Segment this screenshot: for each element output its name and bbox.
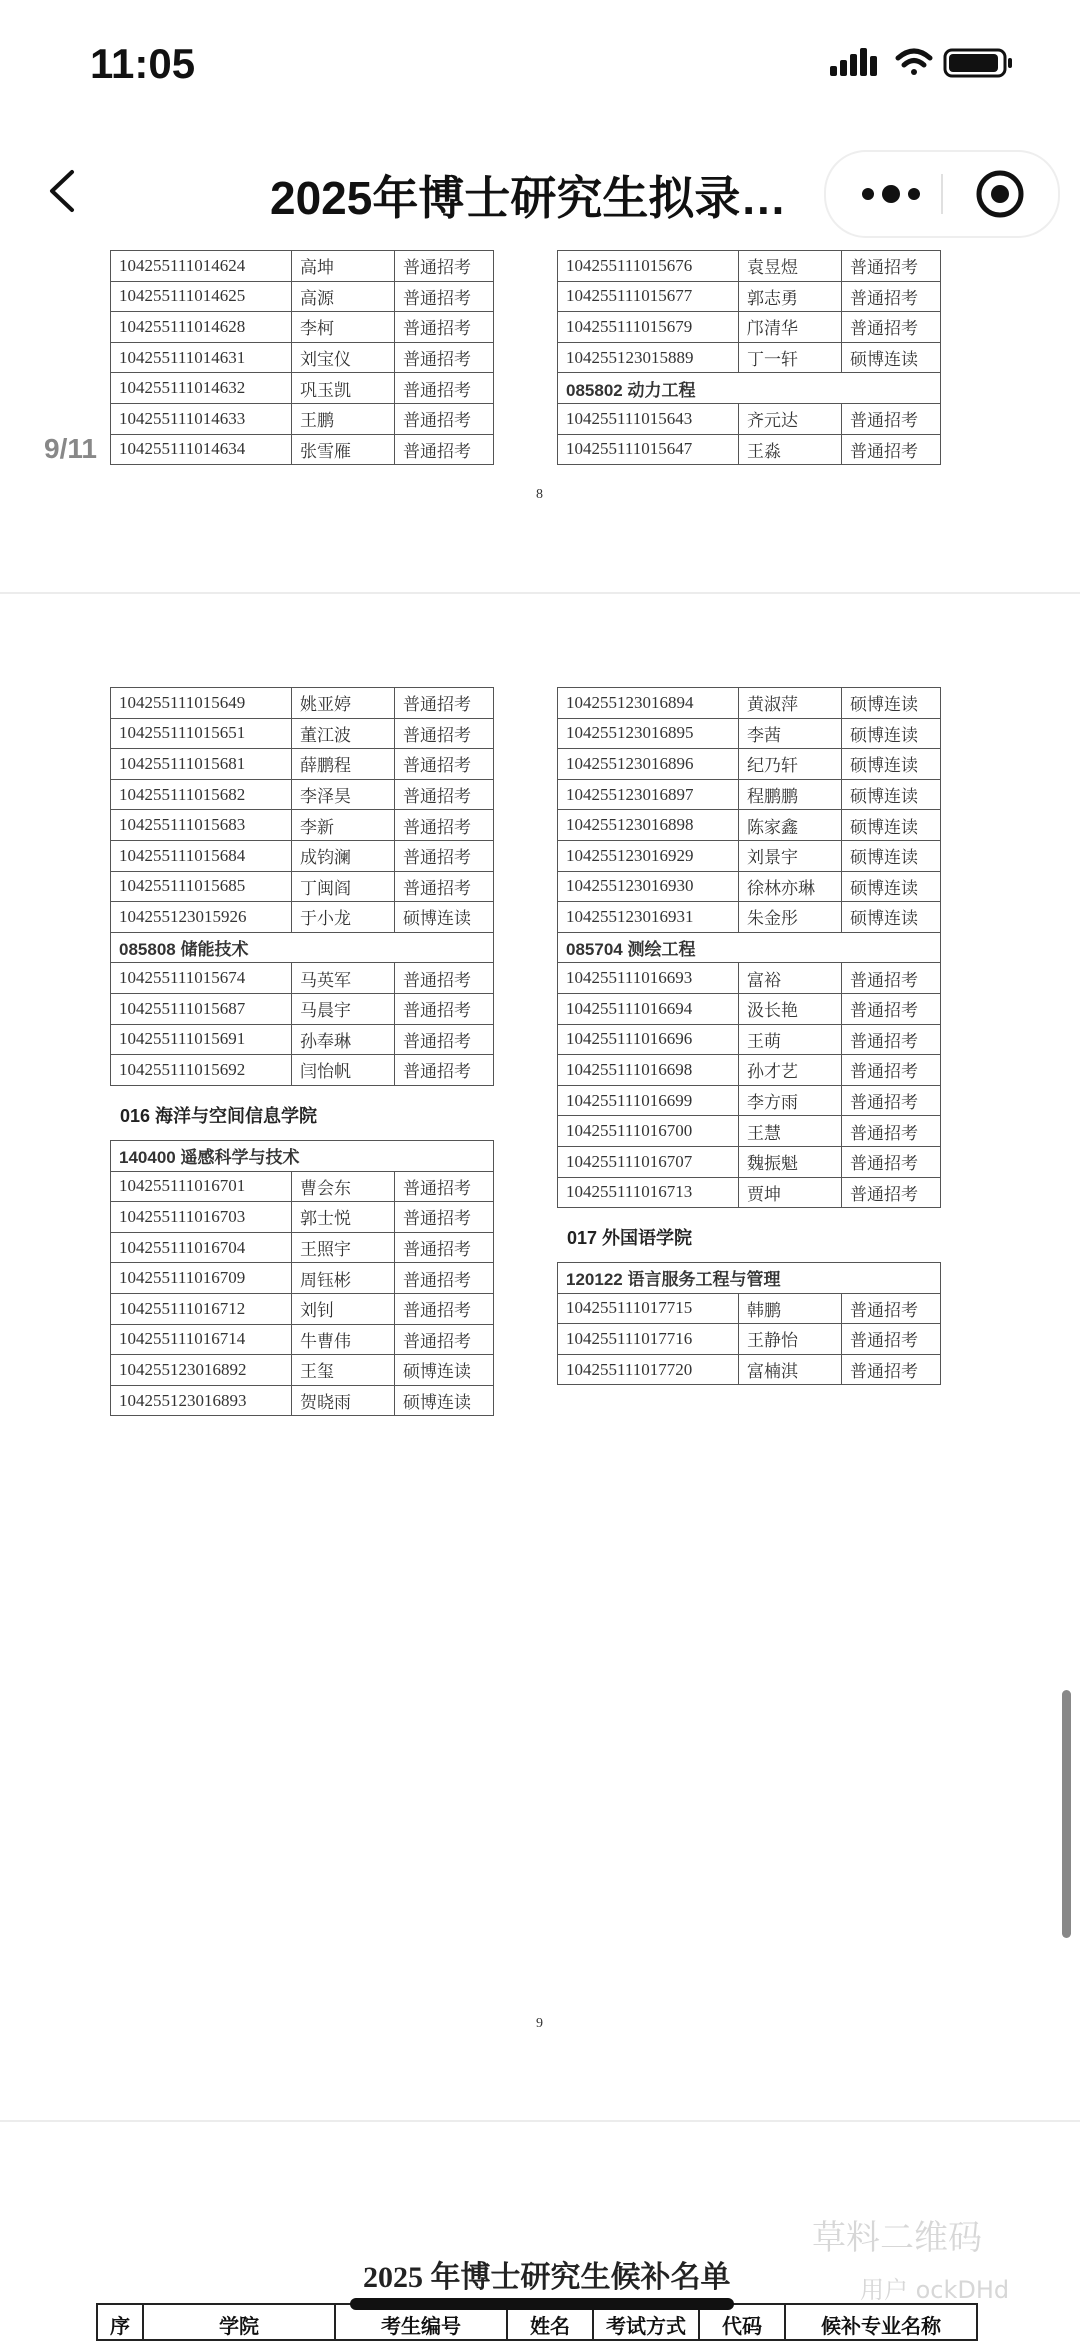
exam-id-cell: 104255111015685	[111, 871, 292, 902]
header-exam-type: 考试方式	[593, 2304, 699, 2340]
student-name-cell: 齐元达	[739, 403, 842, 434]
exam-type-cell: 硕博连读	[395, 1385, 494, 1416]
exam-type-cell: 普通招考	[395, 993, 494, 1024]
student-name-cell: 王淼	[739, 434, 842, 465]
page-number-8: 8	[536, 487, 543, 502]
table-row	[558, 1177, 941, 1208]
exam-id-cell: 104255111016700	[558, 1116, 739, 1147]
student-name-cell: 丁闽阎	[292, 871, 395, 902]
table-row	[111, 373, 494, 404]
table-row	[111, 810, 494, 841]
exam-type-cell: 普通招考	[395, 963, 494, 994]
student-name-cell: 刘钊	[292, 1293, 395, 1324]
exam-type-cell: 硕博连读	[395, 1355, 494, 1386]
exam-type-cell: 普通招考	[395, 1324, 494, 1355]
student-name-cell: 黄淑萍	[739, 688, 842, 719]
exam-type-cell: 普通招考	[395, 810, 494, 841]
table-row	[558, 403, 941, 434]
table-row	[558, 871, 941, 902]
exam-id-cell: 104255111017715	[558, 1293, 739, 1324]
table-row	[111, 902, 494, 933]
table-row	[111, 434, 494, 465]
more-dots-icon	[856, 178, 926, 210]
student-name-cell: 汲长艳	[739, 993, 842, 1024]
header-college: 学院	[143, 2304, 335, 2340]
table-row	[558, 1354, 941, 1385]
exam-id-cell: 104255111016713	[558, 1177, 739, 1208]
table-row	[558, 993, 941, 1024]
exam-type-cell: 普通招考	[842, 281, 941, 312]
exam-id-cell: 104255111017716	[558, 1324, 739, 1355]
student-name-cell: 王照宇	[292, 1232, 395, 1263]
student-name-cell: 朱金彤	[739, 902, 842, 933]
table-row	[111, 281, 494, 312]
student-name-cell: 程鹏鹏	[739, 779, 842, 810]
page8-right-table	[557, 250, 941, 465]
exam-id-cell: 104255111016709	[111, 1263, 292, 1294]
major-header-cell: 140400 遥感科学与技术	[111, 1141, 494, 1172]
exam-id-cell: 104255111014624	[111, 251, 292, 282]
exam-type-cell: 普通招考	[395, 749, 494, 780]
exam-id-cell: 104255111015683	[111, 810, 292, 841]
student-name-cell: 张雪雁	[292, 434, 395, 465]
exam-id-cell: 104255111015649	[111, 688, 292, 719]
table-row	[558, 749, 941, 780]
table-row	[111, 312, 494, 343]
major-header-row	[558, 1263, 941, 1294]
table-row	[111, 779, 494, 810]
student-name-cell: 纪乃轩	[739, 749, 842, 780]
student-name-cell: 牛曹伟	[292, 1324, 395, 1355]
exam-id-cell: 104255111016704	[111, 1232, 292, 1263]
exam-id-cell: 104255123015926	[111, 902, 292, 933]
exam-id-cell: 104255111016693	[558, 963, 739, 994]
exam-id-cell: 104255111017720	[558, 1354, 739, 1385]
student-name-cell: 富裕	[739, 963, 842, 994]
exam-type-cell: 硕博连读	[842, 871, 941, 902]
exam-id-cell: 104255111015682	[111, 779, 292, 810]
student-name-cell: 闫怡帆	[292, 1055, 395, 1086]
exam-id-cell: 104255123016897	[558, 779, 739, 810]
table-row	[111, 749, 494, 780]
table-row	[558, 1024, 941, 1055]
exam-id-cell: 104255111016714	[111, 1324, 292, 1355]
student-name-cell: 韩鹏	[739, 1293, 842, 1324]
page-title: 2025年博士研究生拟录…	[270, 172, 787, 224]
page9-right-table1	[557, 687, 941, 1208]
exam-id-cell: 104255111015651	[111, 718, 292, 749]
exam-id-cell: 104255123016895	[558, 718, 739, 749]
exam-type-cell: 普通招考	[395, 688, 494, 719]
major-header-row	[111, 932, 494, 963]
student-name-cell: 郭士悦	[292, 1202, 395, 1233]
student-name-cell: 李新	[292, 810, 395, 841]
table-row	[558, 810, 941, 841]
student-name-cell: 高源	[292, 281, 395, 312]
exam-id-cell: 104255111016698	[558, 1055, 739, 1086]
student-name-cell: 徐林亦琳	[739, 871, 842, 902]
exam-id-cell: 104255111015674	[111, 963, 292, 994]
exam-id-cell: 104255111014631	[111, 342, 292, 373]
table-row	[558, 688, 941, 719]
home-indicator	[350, 2298, 734, 2310]
student-name-cell: 成钧澜	[292, 840, 395, 871]
wifi-icon	[898, 51, 930, 75]
exam-type-cell: 普通招考	[395, 1263, 494, 1294]
waitlist-title: 2025 年博士研究生候补名单	[363, 2261, 731, 2294]
table-row	[558, 1085, 941, 1116]
watermark-line1: 草料二维码	[812, 2218, 982, 2258]
exam-id-cell: 104255123016898	[558, 810, 739, 841]
major-header-cell: 120122 语言服务工程与管理	[558, 1263, 941, 1294]
exam-type-cell: 普通招考	[395, 1024, 494, 1055]
exam-type-cell: 普通招考	[842, 434, 941, 465]
exam-type-cell: 普通招考	[842, 1085, 941, 1116]
exam-type-cell: 普通招考	[842, 1354, 941, 1385]
exam-type-cell: 普通招考	[842, 1177, 941, 1208]
chevron-left-icon	[40, 166, 90, 216]
watermark-line2: 用户 ockDHd	[860, 2276, 1010, 2304]
student-name-cell: 李泽昊	[292, 779, 395, 810]
student-name-cell: 李茜	[739, 718, 842, 749]
table-row	[111, 718, 494, 749]
target-close-icon	[974, 168, 1026, 220]
table-row	[558, 281, 941, 312]
page-indicator: 9/11	[44, 433, 97, 464]
exam-id-cell: 104255111014628	[111, 312, 292, 343]
table-row	[111, 403, 494, 434]
student-name-cell: 薛鹏程	[292, 749, 395, 780]
exam-id-cell: 104255111015679	[558, 312, 739, 343]
exam-id-cell: 104255111016707	[558, 1146, 739, 1177]
exam-type-cell: 普通招考	[842, 1024, 941, 1055]
exam-type-cell: 普通招考	[842, 1055, 941, 1086]
table-row	[558, 342, 941, 373]
college-heading-017: 017 外国语学院	[567, 1228, 693, 1248]
table-row	[111, 1385, 494, 1416]
exam-type-cell: 硕博连读	[842, 342, 941, 373]
exam-type-cell: 普通招考	[842, 1116, 941, 1147]
table-row	[111, 1232, 494, 1263]
student-name-cell: 李方雨	[739, 1085, 842, 1116]
student-name-cell: 周钰彬	[292, 1263, 395, 1294]
table-row	[558, 718, 941, 749]
table-row	[111, 1324, 494, 1355]
student-name-cell: 魏振魁	[739, 1146, 842, 1177]
table-row	[558, 779, 941, 810]
student-name-cell: 马英军	[292, 963, 395, 994]
more-options-button[interactable]	[856, 178, 926, 210]
exam-type-cell: 普通招考	[842, 1146, 941, 1177]
exam-id-cell: 104255111016699	[558, 1085, 739, 1116]
exam-type-cell: 普通招考	[395, 779, 494, 810]
exam-type-cell: 普通招考	[842, 403, 941, 434]
exam-type-cell: 普通招考	[395, 1055, 494, 1086]
exam-id-cell: 104255111014634	[111, 434, 292, 465]
table-row	[111, 251, 494, 282]
exam-id-cell: 104255111016696	[558, 1024, 739, 1055]
student-name-cell: 郭志勇	[739, 281, 842, 312]
exam-id-cell: 104255111016703	[111, 1202, 292, 1233]
student-name-cell: 王静怡	[739, 1324, 842, 1355]
table-row	[558, 1055, 941, 1086]
student-name-cell: 富楠淇	[739, 1354, 842, 1385]
exam-type-cell: 普通招考	[842, 1324, 941, 1355]
page8-left-table	[110, 250, 494, 465]
student-name-cell: 陈家鑫	[739, 810, 842, 841]
student-name-cell: 巩玉凯	[292, 373, 395, 404]
exam-type-cell: 硕博连读	[842, 902, 941, 933]
exam-id-cell: 104255111014633	[111, 403, 292, 434]
exam-id-cell: 104255111016712	[111, 1293, 292, 1324]
exam-type-cell: 硕博连读	[842, 779, 941, 810]
exam-type-cell: 硕博连读	[842, 810, 941, 841]
exam-type-cell: 普通招考	[395, 373, 494, 404]
table-row	[111, 1202, 494, 1233]
student-name-cell: 李柯	[292, 312, 395, 343]
table-row	[111, 1355, 494, 1386]
table-row	[558, 840, 941, 871]
exam-id-cell: 104255123016894	[558, 688, 739, 719]
watermark	[812, 2210, 1010, 2304]
table-row	[111, 1293, 494, 1324]
exam-type-cell: 普通招考	[395, 251, 494, 282]
cellular-signal-icon	[830, 48, 877, 76]
exam-type-cell: 普通招考	[395, 342, 494, 373]
table-row	[558, 1146, 941, 1177]
table-row	[111, 1171, 494, 1202]
exam-type-cell: 普通招考	[395, 312, 494, 343]
major-header-row	[558, 373, 941, 404]
nav-bar	[0, 140, 1080, 245]
college-heading-016: 016 海洋与空间信息学院	[120, 1106, 318, 1126]
student-name-cell: 孙奉琳	[292, 1024, 395, 1055]
exam-id-cell: 104255111014632	[111, 373, 292, 404]
header-major-name: 候补专业名称	[785, 2304, 977, 2340]
exam-type-cell: 普通招考	[395, 281, 494, 312]
table-row	[558, 1293, 941, 1324]
status-time: 11:05	[90, 40, 196, 87]
exam-id-cell: 104255111014625	[111, 281, 292, 312]
exam-type-cell: 普通招考	[842, 1293, 941, 1324]
table-row	[111, 871, 494, 902]
student-name-cell: 马晨宇	[292, 993, 395, 1024]
table-row	[558, 251, 941, 282]
table-row	[111, 963, 494, 994]
student-name-cell: 丁一轩	[739, 342, 842, 373]
student-name-cell: 姚亚婷	[292, 688, 395, 719]
page-separator-2	[0, 2120, 1080, 2122]
student-name-cell: 于小龙	[292, 902, 395, 933]
table-row	[558, 902, 941, 933]
page-number-9: 9	[536, 2016, 543, 2031]
exam-id-cell: 104255111015687	[111, 993, 292, 1024]
mini-program-capsule	[824, 150, 1060, 238]
close-mini-program-button[interactable]	[974, 168, 1026, 220]
table-row	[558, 434, 941, 465]
page9-right-table2	[557, 1262, 941, 1385]
scrollbar-thumb[interactable]	[1062, 1690, 1071, 1938]
header-seq: 序	[97, 2304, 143, 2340]
exam-id-cell: 104255123016930	[558, 871, 739, 902]
page9-left-table2	[110, 1140, 494, 1416]
table-row	[111, 342, 494, 373]
exam-type-cell: 普通招考	[395, 434, 494, 465]
exam-id-cell: 104255111015643	[558, 403, 739, 434]
major-header-cell: 085704 测绘工程	[558, 932, 941, 963]
exam-id-cell: 104255111015676	[558, 251, 739, 282]
status-bar	[0, 0, 1080, 140]
exam-type-cell: 硕博连读	[842, 718, 941, 749]
student-name-cell: 贺晓雨	[292, 1385, 395, 1416]
student-name-cell: 高坤	[292, 251, 395, 282]
exam-id-cell: 104255111015691	[111, 1024, 292, 1055]
student-name-cell: 董江波	[292, 718, 395, 749]
table-row	[558, 963, 941, 994]
exam-type-cell: 普通招考	[395, 403, 494, 434]
exam-id-cell: 104255111015692	[111, 1055, 292, 1086]
exam-id-cell: 104255123016896	[558, 749, 739, 780]
student-name-cell: 王慧	[739, 1116, 842, 1147]
table-row	[111, 993, 494, 1024]
exam-type-cell: 普通招考	[842, 963, 941, 994]
student-name-cell: 贾坤	[739, 1177, 842, 1208]
student-name-cell: 王萌	[739, 1024, 842, 1055]
exam-id-cell: 104255111015677	[558, 281, 739, 312]
exam-type-cell: 硕博连读	[842, 688, 941, 719]
exam-id-cell: 104255111015684	[111, 840, 292, 871]
exam-type-cell: 普通招考	[842, 251, 941, 282]
page9-left-table1	[110, 687, 494, 1086]
student-name-cell: 孙才艺	[739, 1055, 842, 1086]
exam-type-cell: 硕博连读	[395, 902, 494, 933]
status-icons	[830, 44, 1030, 88]
exam-type-cell: 普通招考	[395, 718, 494, 749]
student-name-cell: 王玺	[292, 1355, 395, 1386]
exam-id-cell: 104255123016892	[111, 1355, 292, 1386]
table-row	[111, 1263, 494, 1294]
exam-id-cell: 104255111015681	[111, 749, 292, 780]
table-row	[558, 312, 941, 343]
major-header-row	[558, 932, 941, 963]
table-row	[111, 688, 494, 719]
major-header-cell: 085802 动力工程	[558, 373, 941, 404]
exam-type-cell: 普通招考	[395, 1202, 494, 1233]
exam-type-cell: 硕博连读	[842, 749, 941, 780]
header-exam-id: 考生编号	[335, 2304, 507, 2340]
exam-id-cell: 104255123016929	[558, 840, 739, 871]
exam-type-cell: 普通招考	[395, 1293, 494, 1324]
exam-type-cell: 普通招考	[395, 1232, 494, 1263]
student-name-cell: 刘景宇	[739, 840, 842, 871]
student-name-cell: 王鹏	[292, 403, 395, 434]
student-name-cell: 邝清华	[739, 312, 842, 343]
table-row	[111, 1024, 494, 1055]
student-name-cell: 曹会东	[292, 1171, 395, 1202]
exam-id-cell: 104255111016694	[558, 993, 739, 1024]
major-header-row	[111, 1141, 494, 1172]
battery-icon	[945, 50, 1012, 76]
exam-id-cell: 104255111016701	[111, 1171, 292, 1202]
exam-id-cell: 104255123016893	[111, 1385, 292, 1416]
table-row	[111, 1055, 494, 1086]
exam-type-cell: 普通招考	[395, 840, 494, 871]
exam-type-cell: 普通招考	[395, 871, 494, 902]
exam-type-cell: 普通招考	[842, 312, 941, 343]
major-header-cell: 085808 储能技术	[111, 932, 494, 963]
back-button[interactable]	[40, 166, 90, 216]
exam-id-cell: 104255123015889	[558, 342, 739, 373]
exam-type-cell: 硕博连读	[842, 840, 941, 871]
table-row	[111, 840, 494, 871]
table-row	[558, 1324, 941, 1355]
student-name-cell: 袁昱煜	[739, 251, 842, 282]
header-code: 代码	[699, 2304, 785, 2340]
pdf-viewer[interactable]	[0, 245, 1080, 2337]
exam-type-cell: 普通招考	[395, 1171, 494, 1202]
page-separator	[0, 592, 1080, 594]
capsule-divider	[941, 174, 943, 214]
exam-type-cell: 普通招考	[842, 993, 941, 1024]
exam-id-cell: 104255123016931	[558, 902, 739, 933]
student-name-cell: 刘宝仪	[292, 342, 395, 373]
header-name: 姓名	[507, 2304, 593, 2340]
exam-id-cell: 104255111015647	[558, 434, 739, 465]
table-row	[558, 1116, 941, 1147]
